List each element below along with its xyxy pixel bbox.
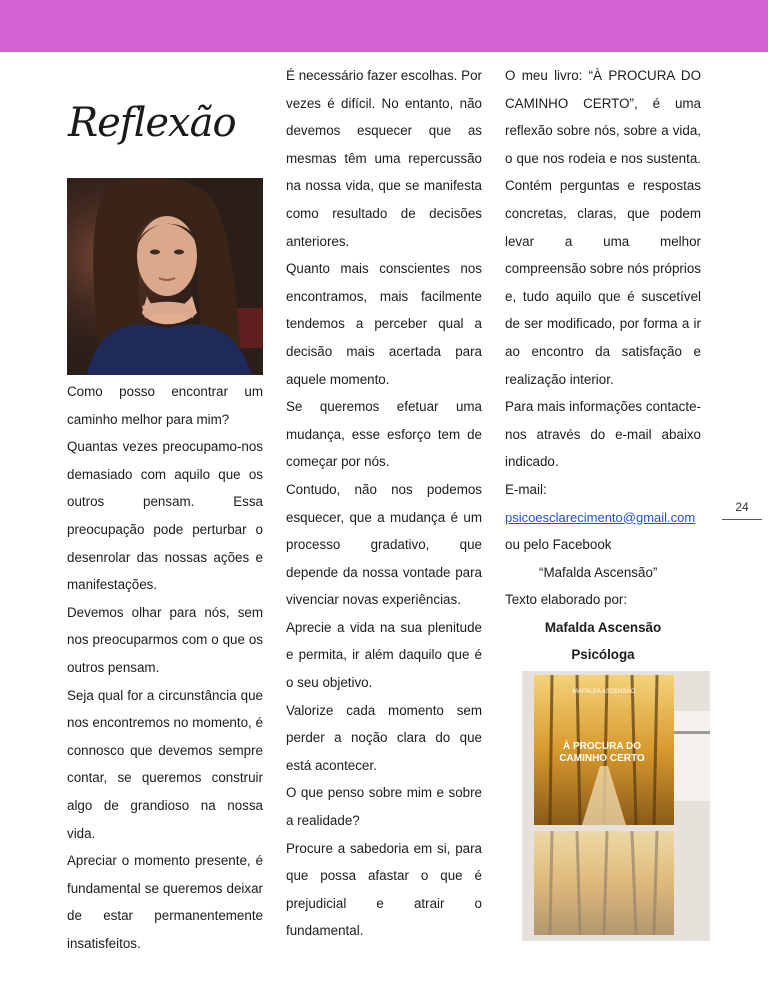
page-number: 24 bbox=[722, 500, 762, 520]
book-author-text: MAFALDA ASCENSÃO bbox=[572, 689, 636, 695]
paragraph: Valorize cada momento sem perder a noção clara do que está acontecer. bbox=[286, 702, 482, 773]
page-title: Reflexão bbox=[68, 100, 236, 146]
book-title-line-1: À PROCURA DO bbox=[563, 741, 641, 752]
paragraph: Aprecie a vida na sua plenitude e permita, ir além daquilo que é o seu objetivo. bbox=[286, 619, 482, 691]
column-2 bbox=[286, 62, 482, 945]
email-label: E-mail: bbox=[505, 481, 547, 497]
author-photo bbox=[67, 178, 263, 375]
book-description: O meu livro: “À PROCURA DO CAMINHO CERTO”, é uma reflexão sobre nós, sobre a vida, o que nos rodeia e nos sustenta. Contém perguntas e respostas concretas, claras, que podem levar a uma melhor compreensão sobre nós próprios e, tudo aquilo que é suscetível de ser modificado, por forma a ir ao encontro da satisfação e realização interior. bbox=[505, 68, 701, 387]
paragraph: Como posso encontrar um caminho melhor para mim? bbox=[67, 384, 263, 427]
paragraph: Procure a sabedoria em si, para que possa afastar o que é prejudicial e atrair o fundamental. bbox=[286, 840, 482, 939]
book-title-line-2: CAMINHO CERTO bbox=[559, 753, 645, 764]
paragraph: Seja qual for a circunstância que nos encontremos no momento, é connosco que devemos sempre contar, se queremos construir algo de grandioso na nossa vida. bbox=[67, 687, 263, 841]
paragraph: É necessário fazer escolhas. Por vezes é difícil. No entanto, não devemos esquecer que as mesmas têm uma repercussão na nossa vida, que se manifesta como resultado de decisões anteriores. bbox=[286, 68, 482, 249]
author-name: Mafalda Ascensão bbox=[544, 619, 662, 635]
paragraph: Apreciar o momento presente, é fundamental se queremos deixar de estar permanentemente insatisfeitos. bbox=[67, 853, 263, 951]
email-link[interactable]: psicoesclarecimento@gmail.com bbox=[505, 509, 696, 525]
paragraph: Se queremos efetuar uma mudança, esse esforço tem de começar por nós. bbox=[286, 399, 482, 470]
column-3 bbox=[505, 62, 701, 669]
facebook-label: ou pelo Facebook bbox=[505, 537, 612, 553]
author-label: Texto elaborado por: bbox=[505, 592, 628, 608]
contact-text: Para mais informações contacte-nos através do e-mail abaixo indicado. bbox=[505, 399, 701, 470]
paragraph: O que penso sobre mim e sobre a realidade? bbox=[286, 785, 482, 829]
paragraph: Devemos olhar para nós, sem nos preocuparmos com o que os outros pensam. bbox=[67, 604, 263, 675]
header-bar bbox=[0, 0, 768, 52]
facebook-name: “Mafalda Ascensão” bbox=[539, 564, 658, 580]
author-role: Psicóloga bbox=[571, 647, 635, 663]
paragraph: Quantas vezes preocupamo-nos demasiado com aquilo que os outros pensam. Essa preocupação pode perturbar o desenrolar das nossas ações e manifestações. bbox=[67, 439, 263, 593]
paragraph: Contudo, não nos podemos esquecer, que a mudança é um processo gradativo, que depende da nossa vontade para vivenciar novas experiências. bbox=[286, 481, 482, 608]
book-cover-image bbox=[522, 671, 710, 941]
paragraph: Quanto mais conscientes nos encontramos, mais facilmente tendemos a perceber qual a decisão mais acertada para aquele momento. bbox=[286, 261, 482, 387]
column-1 bbox=[67, 378, 263, 957]
